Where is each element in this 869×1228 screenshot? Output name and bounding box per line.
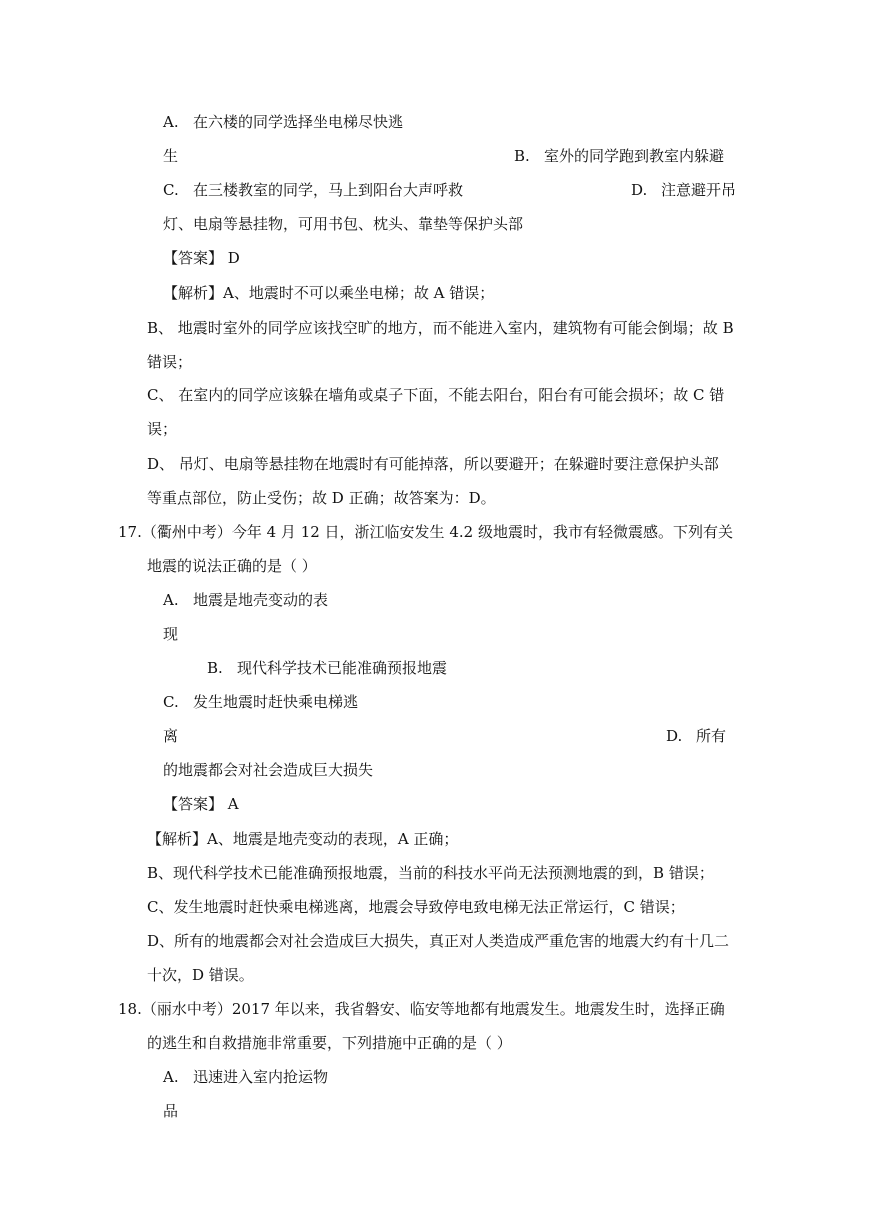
- q17-option-a-text: 地震是地壳变动的表: [193, 591, 329, 609]
- q16-analysis-c: C、 在室内的同学应该躲在墙角或桌子下面，不能去阳台，阳台有可能会损坏；故 C 错: [147, 386, 725, 404]
- q17-option-b-text: 现代科学技术已能准确预报地震: [237, 659, 448, 677]
- q18-option-a-letter: A.: [163, 1068, 179, 1086]
- q16-answer: 【答案】 D: [163, 249, 240, 267]
- q17-stem-wrap: 地震的说法正确的是（ ）: [147, 557, 317, 575]
- q16-option-b: [514, 146, 724, 166]
- q16-analysis-c-wrap: 误；: [147, 420, 178, 438]
- q17-option-d-letter: D.: [666, 727, 683, 745]
- q17-option-c-wrap: 离: [163, 727, 179, 745]
- q18-stem-wrap: 的逃生和自救措施非常重要，下列措施中正确的是（ ）: [147, 1034, 512, 1052]
- q17-answer: 【答案】 A: [163, 795, 239, 813]
- q17-analysis-b: B、现代科学技术已能准确预报地震，当前的科技水平尚无法预测地震的到，B 错误；: [147, 864, 714, 882]
- q17-option-d: [666, 726, 726, 746]
- q18-option-a-text: 迅速进入室内抢运物: [193, 1068, 329, 1086]
- q16-option-b-text: 室外的同学跑到教室内躲避: [544, 147, 725, 165]
- q17-option-b-letter: B.: [207, 659, 223, 677]
- q16-analysis-b: B、 地震时室外的同学应该找空旷的地方，而不能进入室内，建筑物有可能会倒塌；故 B: [147, 319, 734, 337]
- q17-option-c-letter: C.: [163, 693, 179, 711]
- q16-option-a-text: 在六楼的同学选择坐电梯尽快逃: [193, 113, 404, 131]
- q17-analysis-d: D、所有的地震都会对社会造成巨大损失，真正对人类造成严重危害的地震大约有十几二: [147, 932, 730, 950]
- q18-stem: 18.（丽水中考）2017 年以来，我省磐安、临安等地都有地震发生。地震发生时，选择正确: [118, 1000, 725, 1018]
- q17-option-c-text: 发生地震时赶快乘电梯逃: [193, 693, 359, 711]
- q16-analysis-d: D、 吊灯、电扇等悬挂物在地震时有可能掉落，所以要避开；在躲避时要注意保护头部: [147, 455, 719, 473]
- q17-option-c: [163, 692, 358, 712]
- q17-option-d-wrap: 的地震都会对社会造成巨大损失: [163, 761, 374, 779]
- q17-stem: 17.（衢州中考）今年 4 月 12 日，浙江临安发生 4.2 级地震时，我市有轻微震感。下列有关: [118, 523, 733, 541]
- q17-analysis-a: 【解析】A、地震是地壳变动的表现，A 正确；: [147, 830, 459, 848]
- q16-option-c-letter: C.: [163, 181, 179, 199]
- q18-option-a: [163, 1067, 328, 1087]
- q17-option-a-letter: A.: [163, 591, 179, 609]
- q16-option-d-letter: D.: [631, 181, 648, 199]
- q17-option-a-wrap: 现: [163, 625, 179, 643]
- q16-option-d-wrap: 灯、电扇等悬挂物，可用书包、枕头、靠垫等保护头部: [163, 215, 524, 233]
- q16-option-a-wrap: 生: [163, 147, 179, 165]
- q16-analysis-d-wrap: 等重点部位，防止受伤；故 D 正确；故答案为：D。: [147, 489, 496, 507]
- q16-option-a: [163, 112, 403, 132]
- q16-option-d: [631, 180, 736, 200]
- q17-option-b: [207, 658, 447, 678]
- q16-option-c: [163, 180, 463, 200]
- q18-option-a-wrap: 品: [163, 1102, 179, 1120]
- q16-option-b-letter: B.: [514, 147, 530, 165]
- q16-option-c-text: 在三楼教室的同学，马上到阳台大声呼救: [193, 181, 464, 199]
- q17-analysis-c: C、发生地震时赶快乘电梯逃离，地震会导致停电致电梯无法正常运行，C 错误；: [147, 898, 685, 916]
- q16-option-a-letter: A.: [163, 113, 179, 131]
- q17-analysis-d-wrap: 十次，D 错误。: [147, 966, 254, 984]
- q16-analysis-b-wrap: 错误；: [147, 353, 193, 371]
- q16-option-d-text: 注意避开吊: [661, 181, 737, 199]
- q16-analysis-a: 【解析】A、地震时不可以乘坐电梯；故 A 错误；: [163, 284, 495, 302]
- q17-option-d-text: 所有: [696, 727, 727, 745]
- q17-option-a: [163, 590, 328, 610]
